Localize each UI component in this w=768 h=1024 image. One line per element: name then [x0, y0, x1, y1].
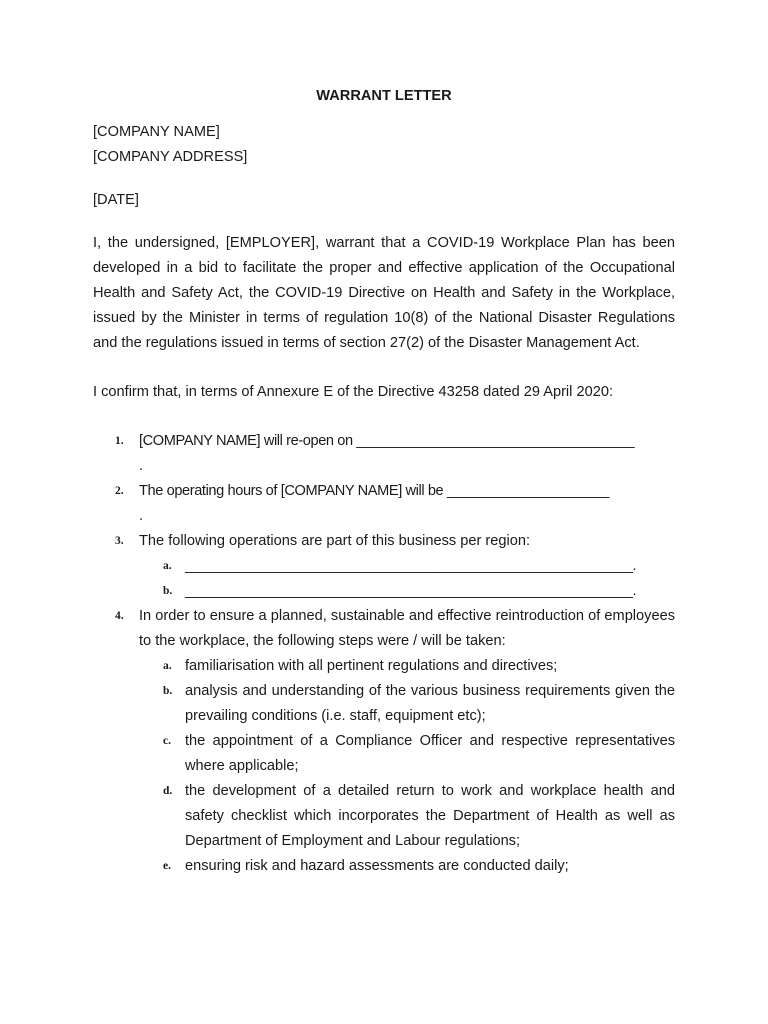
- sub-item: [139, 729, 675, 779]
- sub-item-text: __________________________________________________________.: [185, 583, 637, 599]
- sub-item: [139, 579, 675, 604]
- list-number: 2.: [115, 485, 124, 497]
- document-page: [93, 86, 675, 879]
- sub-letter: b.: [163, 685, 173, 697]
- numbered-list: [93, 429, 675, 879]
- sub-list: [139, 654, 675, 879]
- sub-item-text: __________________________________________________________.: [185, 558, 637, 574]
- sub-list: [139, 554, 675, 604]
- intro-paragraph: I, the undersigned, [EMPLOYER], warrant that a COVID-19 Workplace Plan has been developed in a bid to facilitate the proper and effective application of the Occupational Health and Safety Act, the COVID-19 Directive on Health and Safety in the Workplace, issued by the Minister in terms of regulation 10(8) of the National Disaster Regulations and the regulations issued in terms of section 27(2) of the Disaster Management Act.: [93, 235, 675, 351]
- list-number: 4.: [115, 610, 124, 622]
- list-item-text: The following operations are part of this business per region:: [139, 533, 531, 549]
- sub-item: [139, 854, 675, 879]
- list-number: 3.: [115, 535, 124, 547]
- list-item-3: [93, 529, 675, 604]
- sub-letter: c.: [163, 735, 171, 747]
- confirm-line: I confirm that, in terms of Annexure E of the Directive 43258 dated 29 April 2020:: [93, 384, 613, 400]
- sub-item-text: ensuring risk and hazard assessments are conducted daily;: [185, 858, 569, 874]
- sub-item-text: the development of a detailed return to work and workplace health and safety checklist which incorporates the Department of Health as well as Department of Employment and Labour regulations;: [185, 783, 675, 849]
- list-item-text: In order to ensure a planned, sustainable and effective reintroduction of employees to the workplace, the following steps were / will be taken:: [139, 608, 675, 649]
- company-address: [COMPANY ADDRESS]: [93, 149, 248, 165]
- sub-item: [139, 554, 675, 579]
- sub-item: [139, 654, 675, 679]
- list-item-trail: .: [139, 458, 144, 474]
- sub-letter: a.: [163, 560, 172, 572]
- sub-letter: b.: [163, 585, 173, 597]
- sub-item: [139, 779, 675, 854]
- document-title: WARRANT LETTER: [316, 88, 452, 104]
- list-number: 1.: [115, 435, 124, 447]
- sub-item-text: analysis and understanding of the various business requirements given the prevailing conditions (i.e. staff, equipment etc);: [185, 683, 675, 724]
- sub-item-text: the appointment of a Compliance Officer and respective representatives where applicable;: [185, 733, 675, 774]
- sub-letter: a.: [163, 660, 172, 672]
- list-item-1: [93, 429, 675, 479]
- letter-date: [DATE]: [93, 192, 139, 208]
- list-item-trail: .: [139, 508, 144, 524]
- sub-letter: d.: [163, 785, 173, 797]
- company-name: [COMPANY NAME]: [93, 124, 220, 140]
- list-item-4: [93, 604, 675, 879]
- list-item-text: [COMPANY NAME] will re-open on ____________________________________: [139, 433, 635, 449]
- list-item-text: The operating hours of [COMPANY NAME] will be _____________________: [139, 483, 609, 499]
- sub-item: [139, 679, 675, 729]
- list-item-2: [93, 479, 675, 529]
- sub-item-text: familiarisation with all pertinent regulations and directives;: [185, 658, 558, 674]
- sub-letter: e.: [163, 860, 171, 872]
